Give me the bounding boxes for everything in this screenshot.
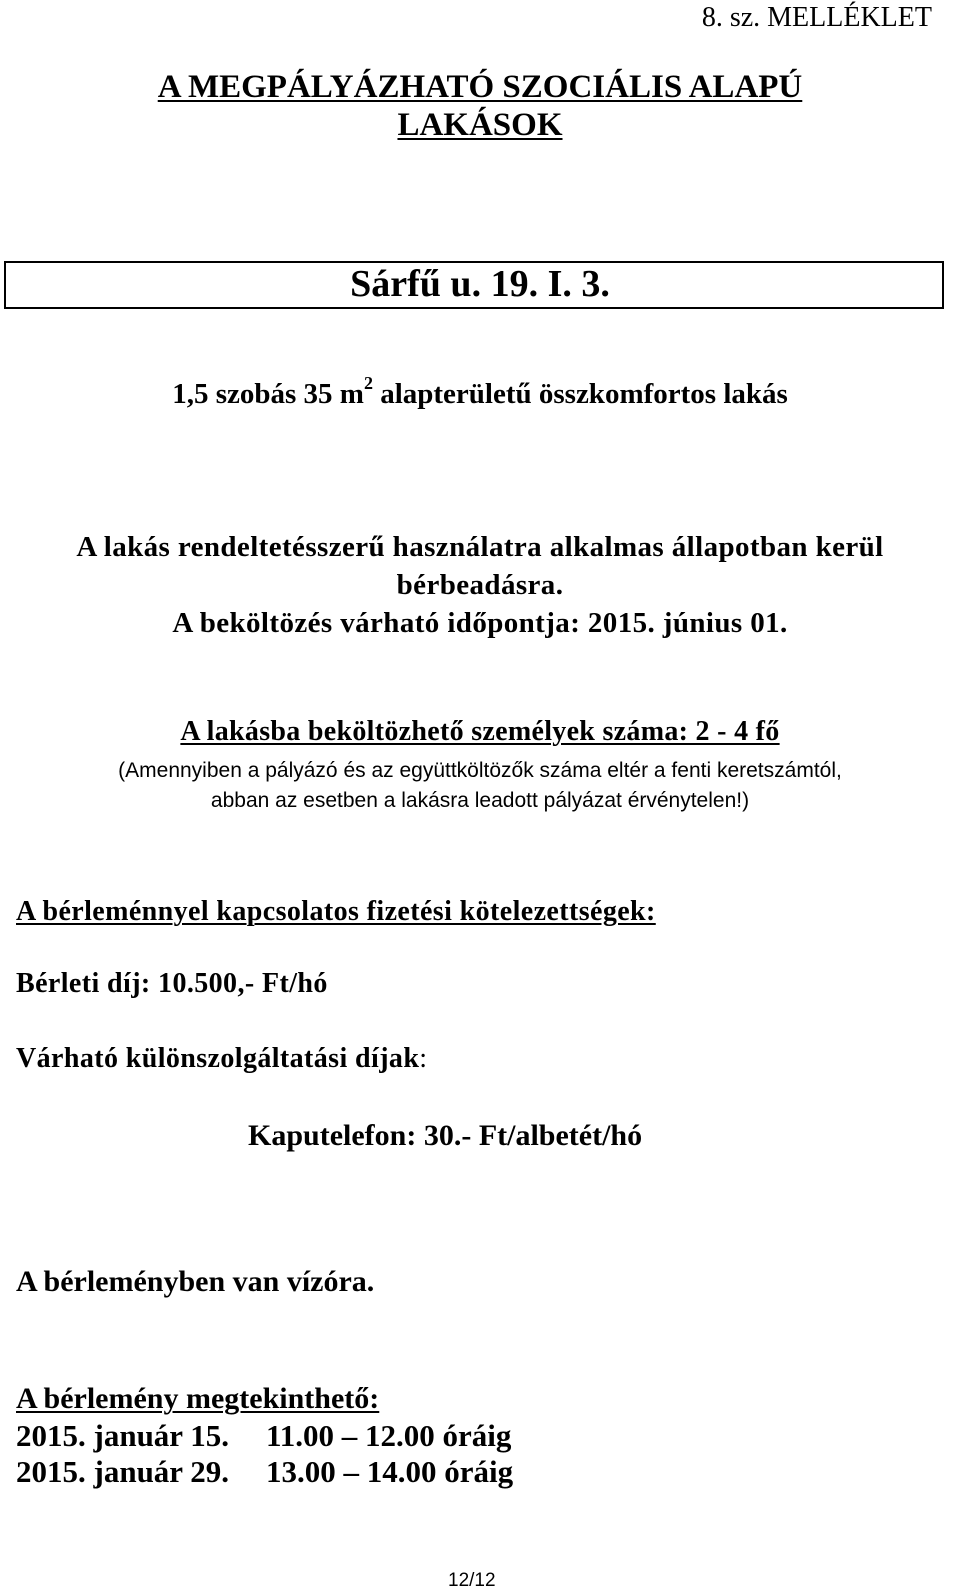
viewing-time: 13.00 – 14.00 óráig xyxy=(266,1454,514,1489)
payment-obligations-heading: A bérleménnyel kapcsolatos fizetési kötelezettségek: xyxy=(16,896,656,927)
rent-value: : 10.500,- Ft/hó xyxy=(140,968,328,999)
annex-label: 8. sz. MELLÉKLET xyxy=(701,2,932,33)
persons-note-line-1: (Amennyiben a pályázó és az együttköltözők száma eltér a fenti keretszámtól, xyxy=(118,759,842,782)
document-title-line-2: LAKÁSOK xyxy=(397,107,563,143)
persons-heading: A lakásba beköltözhető személyek száma: 2 - 4 fő xyxy=(180,716,780,747)
viewing-slot xyxy=(16,1418,511,1454)
move-in-date: A beköltözés várható időpontja: 2015. június 01. xyxy=(172,607,788,639)
viewing-heading: A bérlemény megtekinthető: xyxy=(16,1382,380,1415)
persons-note-line-2: abban az esetben a lakásra leadott pályázat érvénytelen!) xyxy=(210,789,750,812)
viewing-date: 2015. január 15. xyxy=(16,1418,230,1453)
viewing-date: 2015. január 29. xyxy=(16,1454,230,1489)
square-meter-exponent: 2 xyxy=(363,373,373,393)
description-text: 1,5 szobás 35 m xyxy=(172,378,364,410)
condition-line-1: A lakás rendeltetésszerű használatra alkalmas állapotban kerül xyxy=(76,531,884,563)
condition-line-2: bérbeadásra. xyxy=(396,569,564,601)
description-text-rest: alapterületű összkomfortos lakás xyxy=(372,378,788,410)
document-title-line-1: A MEGPÁLYÁZHATÓ SZOCIÁLIS ALAPÚ xyxy=(157,69,803,105)
rent-label: Bérleti díj xyxy=(16,968,141,999)
persons-note xyxy=(0,756,960,816)
water-meter-note: A bérleményben van vízóra. xyxy=(16,1265,375,1298)
rent-line xyxy=(16,968,328,1000)
viewing-slot xyxy=(16,1454,513,1490)
services-line xyxy=(16,1043,427,1075)
apartment-description xyxy=(0,373,960,411)
viewing-time: 11.00 – 12.00 óráig xyxy=(266,1418,512,1453)
services-colon: : xyxy=(419,1043,428,1074)
services-label: Várható különszolgáltatási díjak xyxy=(16,1043,420,1074)
document-title xyxy=(0,68,960,144)
intercom-fee: Kaputelefon: 30.- Ft/albetét/hó xyxy=(248,1119,643,1152)
condition-section xyxy=(0,528,960,642)
apartment-address: Sárfű u. 19. I. 3. xyxy=(350,263,610,305)
page-number: 12/12 xyxy=(448,1570,496,1591)
